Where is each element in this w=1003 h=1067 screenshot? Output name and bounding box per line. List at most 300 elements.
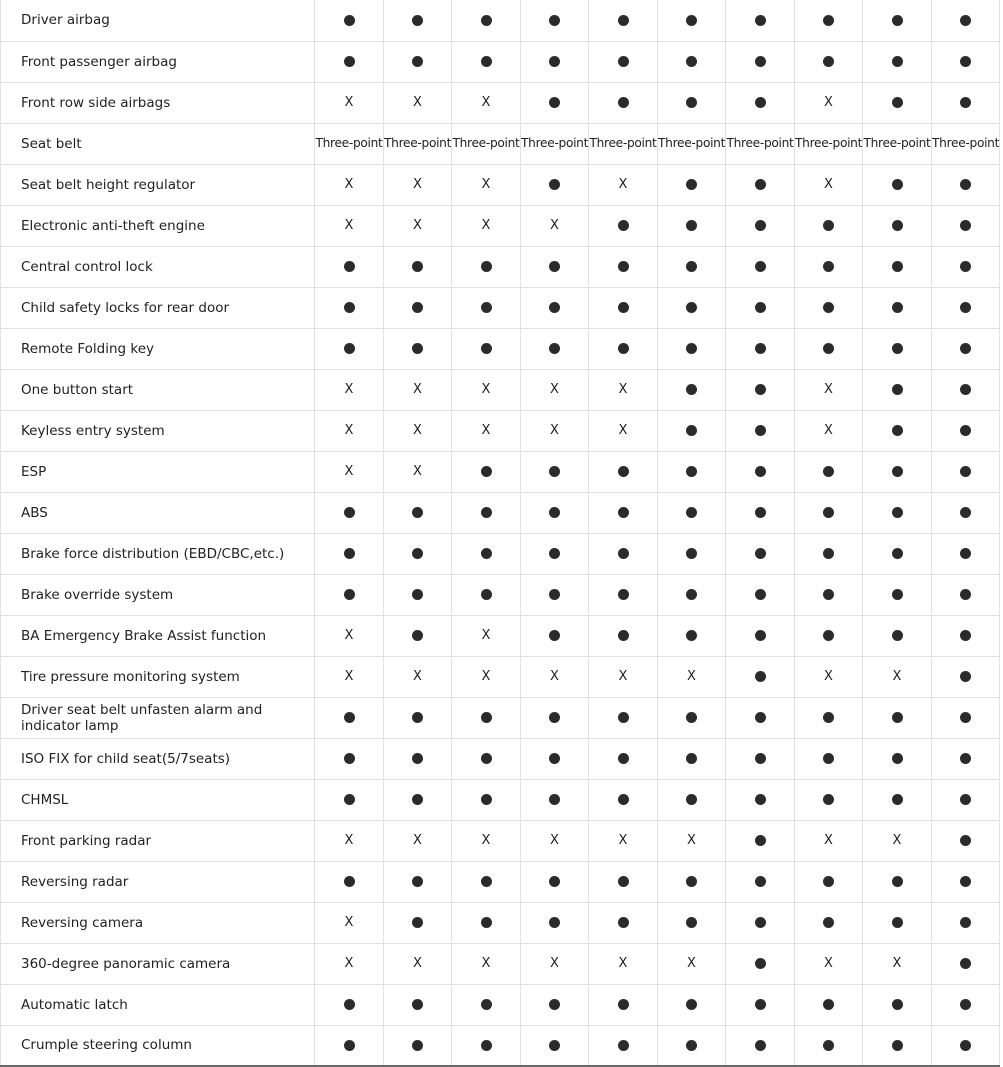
feature-value-cell: [932, 369, 1000, 410]
standard-dot-icon: [481, 917, 492, 928]
feature-value-cell: [384, 656, 452, 697]
standard-dot-icon: [412, 261, 423, 272]
feature-value-cell: [452, 410, 521, 451]
standard-dot-icon: [755, 220, 766, 231]
feature-value-cell: [658, 0, 726, 41]
not-available-mark: X: [892, 833, 902, 848]
standard-dot-icon: [823, 548, 834, 559]
feature-value-cell: [452, 123, 521, 164]
feature-label: ESP: [1, 451, 315, 492]
standard-dot-icon: [755, 384, 766, 395]
feature-value-cell: [521, 984, 589, 1025]
standard-dot-icon: [755, 671, 766, 682]
feature-value-cell: [795, 164, 863, 205]
feature-value-cell: [521, 451, 589, 492]
standard-dot-icon: [755, 56, 766, 67]
standard-dot-icon: [481, 753, 492, 764]
feature-value-cell: [452, 533, 521, 574]
standard-dot-icon: [481, 999, 492, 1010]
standard-dot-icon: [344, 753, 355, 764]
feature-value-cell: [589, 574, 658, 615]
feature-value-cell: [315, 574, 384, 615]
standard-dot-icon: [755, 712, 766, 723]
feature-value-cell: [452, 287, 521, 328]
standard-dot-icon: [686, 220, 697, 231]
standard-dot-icon: [823, 466, 834, 477]
feature-value-cell: [521, 0, 589, 41]
feature-value-text: Three-point: [863, 136, 931, 150]
feature-value-cell: [315, 451, 384, 492]
standard-dot-icon: [823, 753, 834, 764]
feature-value-cell: [521, 41, 589, 82]
standard-dot-icon: [755, 343, 766, 354]
feature-value-cell: [726, 369, 795, 410]
standard-dot-icon: [755, 835, 766, 846]
feature-value-text: Three-point: [452, 136, 520, 150]
feature-label: Remote Folding key: [1, 328, 315, 369]
table-row: [1, 574, 1000, 615]
standard-dot-icon: [823, 220, 834, 231]
feature-label: Reversing camera: [1, 902, 315, 943]
standard-dot-icon: [892, 794, 903, 805]
standard-dot-icon: [618, 753, 629, 764]
standard-dot-icon: [823, 261, 834, 272]
feature-value-cell: [521, 697, 589, 738]
not-available-mark: X: [413, 464, 422, 479]
feature-value-cell: [315, 697, 384, 738]
not-available-mark: X: [618, 669, 628, 684]
feature-value-cell: [726, 205, 795, 246]
feature-value-cell: [384, 0, 452, 41]
feature-value-cell: [658, 656, 726, 697]
feature-value-cell: [315, 1025, 384, 1066]
standard-dot-icon: [755, 876, 766, 887]
feature-value-cell: [658, 328, 726, 369]
feature-value-text: Three-point: [658, 136, 726, 150]
feature-value-cell: [726, 123, 795, 164]
feature-value-cell: [863, 287, 932, 328]
feature-value-cell: [863, 246, 932, 287]
feature-value-cell: [658, 779, 726, 820]
feature-label: Front passenger airbag: [1, 41, 315, 82]
feature-value-cell: [932, 902, 1000, 943]
feature-value-cell: [521, 574, 589, 615]
feature-value-cell: [658, 287, 726, 328]
feature-value-cell: [452, 779, 521, 820]
standard-dot-icon: [412, 548, 423, 559]
feature-value-cell: [452, 328, 521, 369]
feature-value-cell: [315, 205, 384, 246]
feature-value-cell: [863, 779, 932, 820]
standard-dot-icon: [686, 712, 697, 723]
standard-dot-icon: [686, 466, 697, 477]
not-available-mark: X: [413, 956, 422, 971]
feature-value-cell: [863, 123, 932, 164]
feature-label: Reversing radar: [1, 861, 315, 902]
standard-dot-icon: [892, 876, 903, 887]
standard-dot-icon: [892, 56, 903, 67]
feature-value-cell: [726, 861, 795, 902]
feature-value-cell: [521, 943, 589, 984]
not-available-mark: X: [618, 177, 628, 192]
table-row: [1, 656, 1000, 697]
standard-dot-icon: [755, 425, 766, 436]
feature-value-cell: [795, 451, 863, 492]
feature-label: 360-degree panoramic camera: [1, 943, 315, 984]
standard-dot-icon: [960, 425, 971, 436]
feature-value-cell: [658, 902, 726, 943]
feature-value-cell: [384, 410, 452, 451]
standard-dot-icon: [549, 302, 560, 313]
feature-value-cell: [315, 369, 384, 410]
feature-value-cell: [932, 410, 1000, 451]
feature-value-cell: [726, 328, 795, 369]
feature-value-cell: [795, 697, 863, 738]
feature-value-cell: [521, 205, 589, 246]
feature-value-cell: [795, 984, 863, 1025]
table-row: [1, 738, 1000, 779]
standard-dot-icon: [823, 56, 834, 67]
not-available-mark: X: [824, 382, 833, 397]
standard-dot-icon: [686, 1040, 697, 1051]
standard-dot-icon: [549, 630, 560, 641]
standard-dot-icon: [618, 261, 629, 272]
standard-dot-icon: [618, 630, 629, 641]
feature-value-cell: [795, 0, 863, 41]
standard-dot-icon: [686, 876, 697, 887]
standard-dot-icon: [823, 712, 834, 723]
not-available-mark: X: [413, 177, 422, 192]
feature-value-cell: [863, 492, 932, 533]
feature-value-cell: [521, 1025, 589, 1066]
feature-value-cell: [315, 164, 384, 205]
feature-value-cell: [452, 82, 521, 123]
feature-value-cell: [452, 451, 521, 492]
feature-value-cell: [452, 615, 521, 656]
standard-dot-icon: [823, 876, 834, 887]
standard-dot-icon: [686, 56, 697, 67]
standard-dot-icon: [686, 302, 697, 313]
feature-value-cell: [589, 861, 658, 902]
standard-dot-icon: [412, 589, 423, 600]
feature-value-cell: [726, 656, 795, 697]
feature-value-cell: [658, 82, 726, 123]
not-available-mark: X: [892, 669, 902, 684]
standard-dot-icon: [618, 220, 629, 231]
feature-value-cell: [521, 246, 589, 287]
standard-dot-icon: [892, 753, 903, 764]
feature-value-text: Three-point: [726, 136, 794, 150]
standard-dot-icon: [755, 97, 766, 108]
feature-value-cell: [726, 1025, 795, 1066]
standard-dot-icon: [755, 999, 766, 1010]
standard-dot-icon: [412, 507, 423, 518]
not-available-mark: X: [344, 669, 354, 684]
not-available-mark: X: [824, 956, 833, 971]
not-available-mark: X: [481, 382, 491, 397]
not-available-mark: X: [344, 177, 354, 192]
feature-label: One button start: [1, 369, 315, 410]
standard-dot-icon: [412, 999, 423, 1010]
feature-value-cell: [452, 861, 521, 902]
feature-value-cell: [589, 164, 658, 205]
feature-value-cell: [795, 287, 863, 328]
feature-value-cell: [795, 41, 863, 82]
table-body: [1, 0, 1000, 1066]
feature-value-cell: [795, 328, 863, 369]
standard-dot-icon: [412, 876, 423, 887]
feature-value-cell: [658, 697, 726, 738]
standard-dot-icon: [686, 15, 697, 26]
feature-value-cell: [932, 205, 1000, 246]
not-available-mark: X: [550, 956, 559, 971]
standard-dot-icon: [412, 630, 423, 641]
standard-dot-icon: [549, 794, 560, 805]
feature-value-cell: [795, 82, 863, 123]
feature-value-cell: [795, 738, 863, 779]
feature-value-cell: [658, 574, 726, 615]
feature-value-cell: [658, 369, 726, 410]
feature-value-cell: [521, 492, 589, 533]
feature-value-cell: [384, 41, 452, 82]
standard-dot-icon: [618, 876, 629, 887]
not-available-mark: X: [481, 669, 491, 684]
standard-dot-icon: [686, 425, 697, 436]
feature-value-cell: [589, 656, 658, 697]
feature-value-cell: [521, 123, 589, 164]
standard-dot-icon: [960, 261, 971, 272]
feature-value-cell: [863, 369, 932, 410]
standard-dot-icon: [481, 15, 492, 26]
feature-value-cell: [863, 984, 932, 1025]
standard-dot-icon: [344, 507, 355, 518]
feature-value-cell: [726, 41, 795, 82]
standard-dot-icon: [412, 1040, 423, 1051]
standard-dot-icon: [549, 999, 560, 1010]
not-available-mark: X: [413, 669, 422, 684]
standard-dot-icon: [686, 261, 697, 272]
table-row: [1, 984, 1000, 1025]
feature-value-cell: [726, 410, 795, 451]
feature-value-cell: [452, 984, 521, 1025]
not-available-mark: X: [481, 833, 491, 848]
feature-value-cell: [521, 902, 589, 943]
standard-dot-icon: [892, 384, 903, 395]
feature-value-cell: [315, 41, 384, 82]
not-available-mark: X: [344, 382, 354, 397]
feature-value-cell: [658, 1025, 726, 1066]
feature-value-cell: [452, 205, 521, 246]
feature-value-cell: [589, 205, 658, 246]
feature-value-text: Three-point: [315, 136, 383, 150]
standard-dot-icon: [892, 466, 903, 477]
feature-value-cell: [932, 984, 1000, 1025]
feature-value-cell: [521, 738, 589, 779]
feature-value-cell: [315, 738, 384, 779]
standard-dot-icon: [549, 97, 560, 108]
standard-dot-icon: [481, 261, 492, 272]
feature-value-cell: [726, 287, 795, 328]
feature-value-cell: [795, 1025, 863, 1066]
standard-dot-icon: [344, 343, 355, 354]
feature-value-text: Three-point: [589, 136, 657, 150]
standard-dot-icon: [618, 1040, 629, 1051]
feature-value-cell: [521, 82, 589, 123]
feature-value-cell: [795, 779, 863, 820]
feature-value-cell: [932, 451, 1000, 492]
feature-label: BA Emergency Brake Assist function: [1, 615, 315, 656]
feature-value-cell: [384, 492, 452, 533]
not-available-mark: X: [824, 669, 833, 684]
feature-value-cell: [384, 615, 452, 656]
feature-value-cell: [795, 574, 863, 615]
standard-dot-icon: [686, 794, 697, 805]
standard-dot-icon: [960, 548, 971, 559]
standard-dot-icon: [549, 876, 560, 887]
feature-value-cell: [589, 82, 658, 123]
not-available-mark: X: [344, 915, 354, 930]
feature-value-cell: [589, 451, 658, 492]
feature-value-cell: [452, 0, 521, 41]
feature-value-cell: [384, 164, 452, 205]
standard-dot-icon: [549, 56, 560, 67]
feature-value-cell: [521, 533, 589, 574]
feature-value-cell: [795, 123, 863, 164]
feature-value-cell: [384, 205, 452, 246]
standard-dot-icon: [344, 999, 355, 1010]
feature-value-cell: [589, 615, 658, 656]
not-available-mark: X: [824, 177, 833, 192]
feature-value-cell: [452, 902, 521, 943]
table-row: [1, 779, 1000, 820]
feature-value-cell: [932, 656, 1000, 697]
standard-dot-icon: [892, 343, 903, 354]
feature-label: Seat belt height regulator: [1, 164, 315, 205]
standard-dot-icon: [892, 179, 903, 190]
feature-value-cell: [863, 574, 932, 615]
feature-value-cell: [863, 164, 932, 205]
feature-value-cell: [315, 287, 384, 328]
standard-dot-icon: [618, 302, 629, 313]
standard-dot-icon: [686, 999, 697, 1010]
not-available-mark: X: [618, 833, 628, 848]
standard-dot-icon: [618, 15, 629, 26]
feature-value-cell: [589, 1025, 658, 1066]
not-available-mark: X: [344, 956, 354, 971]
feature-value-cell: [795, 943, 863, 984]
feature-label: Electronic anti-theft engine: [1, 205, 315, 246]
feature-value-cell: [384, 861, 452, 902]
standard-dot-icon: [412, 917, 423, 928]
not-available-mark: X: [618, 956, 628, 971]
feature-value-text: Three-point: [795, 136, 863, 150]
feature-value-cell: [589, 779, 658, 820]
standard-dot-icon: [618, 794, 629, 805]
standard-dot-icon: [344, 589, 355, 600]
not-available-mark: X: [413, 95, 422, 110]
feature-value-cell: [315, 533, 384, 574]
feature-value-cell: [589, 943, 658, 984]
standard-dot-icon: [960, 302, 971, 313]
standard-dot-icon: [549, 261, 560, 272]
standard-dot-icon: [481, 466, 492, 477]
standard-dot-icon: [412, 343, 423, 354]
table-row: [1, 492, 1000, 533]
standard-dot-icon: [344, 1040, 355, 1051]
table-row: [1, 82, 1000, 123]
feature-value-cell: [384, 533, 452, 574]
feature-value-cell: [589, 533, 658, 574]
feature-value-cell: [384, 328, 452, 369]
feature-value-cell: [863, 902, 932, 943]
standard-dot-icon: [892, 917, 903, 928]
feature-value-cell: [932, 574, 1000, 615]
feature-value-cell: [315, 943, 384, 984]
standard-dot-icon: [686, 548, 697, 559]
standard-dot-icon: [481, 507, 492, 518]
standard-dot-icon: [755, 548, 766, 559]
feature-value-cell: [452, 369, 521, 410]
feature-value-cell: [315, 328, 384, 369]
standard-dot-icon: [686, 343, 697, 354]
standard-dot-icon: [549, 1040, 560, 1051]
feature-value-text: Three-point: [384, 136, 452, 150]
standard-dot-icon: [960, 507, 971, 518]
feature-label: Driver airbag: [1, 0, 315, 41]
feature-value-cell: [726, 697, 795, 738]
feature-value-cell: [863, 410, 932, 451]
feature-value-cell: [589, 902, 658, 943]
feature-value-cell: [521, 328, 589, 369]
feature-value-cell: [795, 205, 863, 246]
feature-value-cell: [658, 41, 726, 82]
standard-dot-icon: [344, 261, 355, 272]
standard-dot-icon: [344, 876, 355, 887]
feature-value-cell: [795, 615, 863, 656]
not-available-mark: X: [618, 382, 628, 397]
standard-dot-icon: [960, 56, 971, 67]
feature-value-cell: [452, 697, 521, 738]
standard-dot-icon: [960, 220, 971, 231]
standard-dot-icon: [960, 97, 971, 108]
feature-value-cell: [452, 41, 521, 82]
not-available-mark: X: [550, 423, 559, 438]
feature-value-cell: [932, 164, 1000, 205]
feature-value-cell: [932, 533, 1000, 574]
standard-dot-icon: [823, 794, 834, 805]
not-available-mark: X: [344, 833, 354, 848]
feature-value-cell: [315, 410, 384, 451]
standard-dot-icon: [960, 712, 971, 723]
standard-dot-icon: [481, 1040, 492, 1051]
feature-value-cell: [932, 287, 1000, 328]
not-available-mark: X: [618, 423, 628, 438]
not-available-mark: X: [344, 218, 354, 233]
standard-dot-icon: [755, 958, 766, 969]
feature-value-cell: [521, 820, 589, 861]
standard-dot-icon: [686, 630, 697, 641]
standard-dot-icon: [755, 15, 766, 26]
feature-value-cell: [452, 164, 521, 205]
table-row: [1, 164, 1000, 205]
feature-value-cell: [452, 656, 521, 697]
feature-value-cell: [932, 1025, 1000, 1066]
feature-value-cell: [384, 82, 452, 123]
standard-dot-icon: [892, 630, 903, 641]
standard-dot-icon: [892, 1040, 903, 1051]
feature-value-cell: [589, 287, 658, 328]
standard-dot-icon: [549, 917, 560, 928]
